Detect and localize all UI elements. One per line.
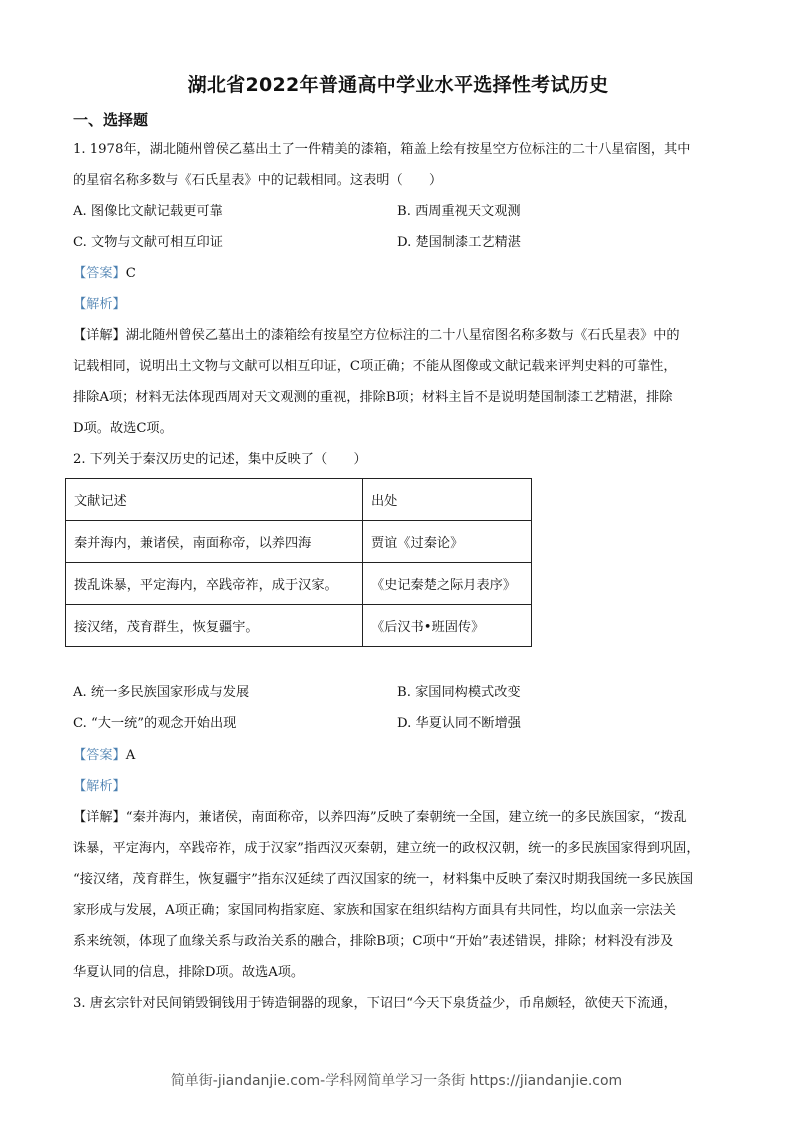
q2-source-table [65, 478, 532, 647]
detail-text: 湖北随州曾侯乙墓出土的漆箱绘有按星空方位标注的二十八星宿图名称多数与《石氏星表》中的 [125, 328, 680, 343]
q1-detail-line-1 [73, 327, 680, 345]
detail-label: 【详解】 [73, 328, 126, 343]
q1-detail-line-4: D项。故选C项。 [73, 421, 173, 436]
table-row [66, 521, 532, 563]
q1-option-c: C. 文物与文献可相互印证 [73, 235, 223, 250]
table-cell: 贾谊《过秦论》 [363, 521, 532, 563]
table-row [66, 563, 532, 605]
table-header: 文献记述 [66, 479, 363, 521]
q2-option-c: C. “大一统”的观念开始出现 [73, 716, 237, 731]
analysis-label: 【解析】 [73, 297, 126, 312]
table-header: 出处 [363, 479, 532, 521]
answer-value: C [125, 266, 136, 281]
table-header-row [66, 479, 532, 521]
q2-detail-line-6: 华夏认同的信息，排除D项。故选A项。 [73, 965, 305, 980]
table-cell: 《后汉书•班固传》 [363, 605, 532, 647]
q2-detail-line-2: 诛暴，平定海内，卒践帝祚，成于汉家”指西汉灭秦朝，建立统一的政权汉朝，统一的多民族国家得到巩固， [73, 841, 700, 856]
table-cell: 《史记秦楚之际月表序》 [363, 563, 532, 605]
q2-option-a: A. 统一多民族国家形成与发展 [73, 685, 250, 700]
answer-label: 【答案】 [73, 748, 126, 763]
q2-detail-line-5: 系来统领，体现了血缘关系与政治关系的融合，排除B项；C项中“开始”表述错误，排除；材料没有涉及 [73, 934, 674, 949]
q1-option-b: B. 西周重视天文观测 [397, 204, 521, 219]
q1-detail-line-3: 排除A项；材料无法体现西周对天文观测的重视，排除B项；材料主旨不是说明楚国制漆工艺精湛，排除 [73, 390, 673, 405]
q1-answer [73, 265, 136, 283]
detail-label: 【详解】 [73, 810, 126, 825]
q1-stem-line-2: 的星宿名称多数与《石氏星表》中的记载相同。这表明（ ） [73, 173, 443, 188]
analysis-label: 【解析】 [73, 779, 126, 794]
q1-analysis [73, 296, 126, 314]
detail-text: “秦并海内，兼诸侯，南面称帝，以养四海”反映了秦朝统一全国，建立统一的多民族国家，“拨乱 [125, 810, 687, 825]
q2-option-b: B. 家国同构模式改变 [397, 685, 521, 700]
table-cell: 接汉绪，茂育群生，恢复疆宇。 [66, 605, 363, 647]
q2-detail-line-1 [73, 809, 687, 827]
table-row [66, 605, 532, 647]
q1-stem-line-1: 1. 1978年，湖北随州曾侯乙墓出土了一件精美的漆箱，箱盖上绘有按星空方位标注的二十八星宿图，其中 [73, 142, 691, 157]
section-heading: 一、选择题 [73, 111, 149, 129]
q2-option-d: D. 华夏认同不断增强 [397, 716, 521, 731]
q2-detail-line-4: 家形成与发展，A项正确；家国同构指家庭、家族和国家在组织结构方面具有共同性，均以血亲一宗法关 [73, 903, 676, 918]
table-cell: 拨乱诛暴，平定海内，卒践帝祚，成于汉家。 [66, 563, 363, 605]
q2-detail-line-3: “接汉绪，茂育群生，恢复疆宇”指东汉延续了西汉国家的统一，材料集中反映了秦汉时期我国统一多民族国 [73, 872, 694, 887]
answer-value: A [125, 748, 136, 763]
document-title: 湖北省2022年普通高中学业水平选择性考试历史 [187, 74, 609, 96]
q1-detail-line-2: 记载相同，说明出土文物与文献可以相互印证，C项正确；不能从图像或文献记载来评判史料的可靠性， [73, 359, 677, 374]
q1-option-a: A. 图像比文献记载更可靠 [73, 204, 223, 219]
q1-option-d: D. 楚国制漆工艺精湛 [397, 235, 521, 250]
footer-watermark: 简单街-jiandanjie.com-学科网简单学习一条街 https://jiandanjie.com [170, 1073, 623, 1089]
table-cell: 秦并海内，兼诸侯，南面称帝，以养四海 [66, 521, 363, 563]
answer-label: 【答案】 [73, 266, 126, 281]
q2-analysis [73, 778, 126, 796]
q2-stem: 2. 下列关于秦汉历史的记述，集中反映了（ ） [73, 452, 367, 467]
q2-answer [73, 747, 135, 765]
q3-stem: 3. 唐玄宗针对民间销毁铜钱用于铸造铜器的现象，下诏曰“今天下泉货益少，币帛颇轻，欲使天下流通， [73, 996, 677, 1011]
